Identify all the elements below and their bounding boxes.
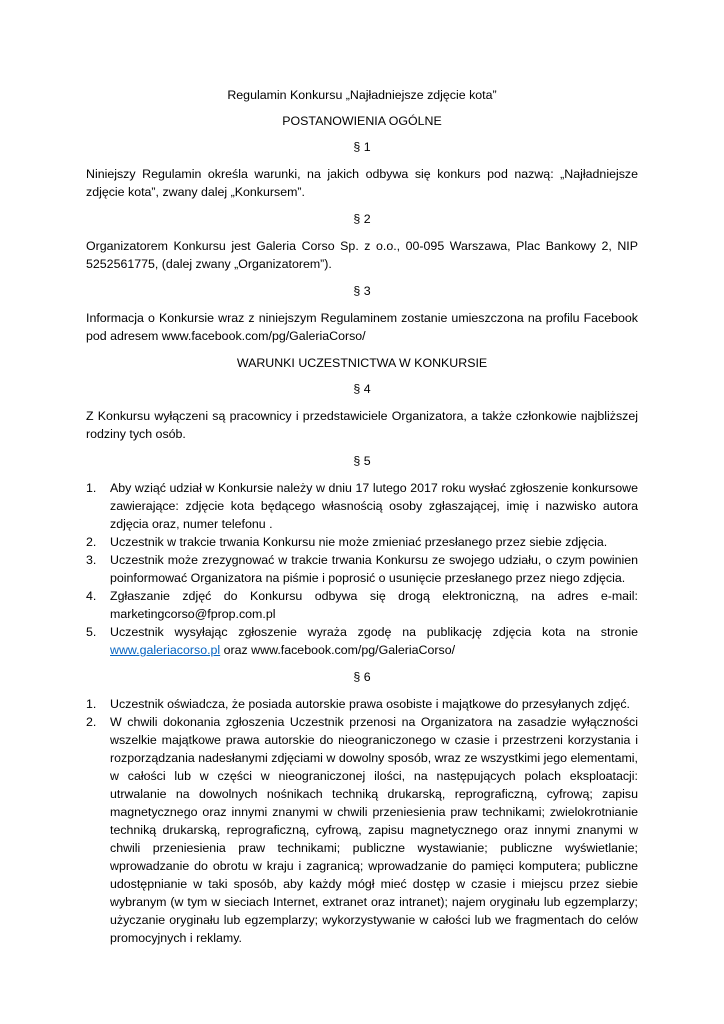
paragraph-3-text: Informacja o Konkursie wraz z niniejszym Regulaminem zostanie umieszczona na profilu Facebook pod adresem www.facebook.com/pg/GaleriaCorso/ xyxy=(86,311,638,343)
paragraph-5-list xyxy=(86,479,638,659)
section-heading-general: POSTANOWIENIA OGÓLNE xyxy=(282,114,442,128)
paragraph-4-text: Z Konkursu wyłączeni są pracownicy i przedstawiciele Organizatora, a także członkowie najbliższej rodziny tych osób. xyxy=(86,409,638,441)
list-item-number: 2. xyxy=(86,535,97,549)
list-item-text-start: Uczestnik wysyłając zgłoszenie wyraża zgodę na publikację zdjęcia kota na stronie xyxy=(110,625,638,639)
website-link[interactable]: www.galeriacorso.pl xyxy=(110,643,221,657)
list-item-number: 5. xyxy=(86,625,97,639)
paragraph-mark-3: § 3 xyxy=(353,284,371,298)
paragraph-2-text: Organizatorem Konkursu jest Galeria Corso Sp. z o.o., 00-095 Warszawa, Plac Bankowy 2, NIP 5252561775, (dalej zwany „Organizatorem”). xyxy=(86,239,638,271)
list-item-text: W chwili dokonania zgłoszenia Uczestnik przenosi na Organizatora na zasadzie wyłączności wszelkie majątkowe prawa autorskie do nieograniczonego w czasie i przestrzeni korzystania i rozporządzania nadesłanymi zdjęciami w dowolny sposób, wraz ze wszystkimi jego elementami, w całości lub w części w nieograniczonej ilości, na następujących polach eksploatacji: utrwalanie na dowolnych nośnikach techniką drukarską, reprograficzną, cyfrową; zapisu magnetycznego oraz innymi znanymi w chwili przeniesienia praw technikami; zwielokrotnianie techniką drukarską, reprograficzną, cyfrową, zapisu magnetycznego oraz innymi znanymi w chwili przeniesienia praw technikami; publiczne wystawianie; publiczne wyświetlanie; wprowadzanie do obrotu w kraju i zagranicą; wprowadzanie do pamięci komputera; publiczne udostępnianie w taki sposób, aby każdy mógł mieć dostęp w czasie i miejscu przez siebie wybranym (w tym w sieciach Internet, extranet oraz intranet); najem oryginału lub egzemplarzy; użyczanie oryginału lub egzemplarzy; wykorzystywanie w całości lub we fragmentach do celów promocyjnych i reklamy. xyxy=(110,715,638,945)
list-item-text-end: oraz www.facebook.com/pg/GaleriaCorso/ xyxy=(220,643,456,657)
list-item xyxy=(86,479,638,533)
list-item-number: 1. xyxy=(86,481,97,495)
paragraph-mark-4: § 4 xyxy=(353,382,371,396)
list-item-number: 1. xyxy=(86,697,97,711)
section-heading-participation: WARUNKI UCZESTNICTWA W KONKURSIE xyxy=(236,356,488,370)
list-item-text: Zgłaszanie zdjęć do Konkursu odbywa się drogą elektroniczną, na adres e-mail: marketingcorso@fprop.com.pl xyxy=(110,589,638,621)
paragraph-6-list xyxy=(86,695,638,947)
list-item-text: Uczestnik w trakcie trwania Konkursu nie może zmieniać przesłanego przez siebie zdjęcia. xyxy=(110,535,608,549)
list-item xyxy=(86,695,638,713)
paragraph-1-text: Niniejszy Regulamin określa warunki, na jakich odbywa się konkurs pod nazwą: „Najładniejsze zdjęcie kota”, zwany dalej „Konkursem”. xyxy=(86,167,638,199)
list-item-text: Uczestnik oświadcza, że posiada autorskie prawa osobiste i majątkowe do przesyłanych zdjęć. xyxy=(110,697,630,711)
list-item xyxy=(86,587,638,623)
paragraph-mark-1: § 1 xyxy=(353,140,371,154)
list-item xyxy=(86,533,638,551)
list-item-text: Aby wziąć udział w Konkursie należy w dniu 17 lutego 2017 roku wysłać zgłoszenie konkursowe zawierające: zdjęcie kota będącego własnością osoby zgłaszającej, imię i nazwisko autora zdjęcia oraz, numer telefonu . xyxy=(110,481,638,531)
document-title: Regulamin Konkursu „Najładniejsze zdjęcie kota” xyxy=(227,88,497,102)
paragraph-mark-6: § 6 xyxy=(353,670,371,684)
list-item xyxy=(86,713,638,947)
list-item-number: 4. xyxy=(86,589,97,603)
list-item-number: 3. xyxy=(86,553,97,567)
list-item-number: 2. xyxy=(86,715,97,729)
paragraph-mark-2: § 2 xyxy=(353,212,371,226)
list-item-text: Uczestnik może zrezygnować w trakcie trwania Konkursu ze swojego udziału, o czym powinien poinformować Organizatora na piśmie i poprosić o usunięcie przesłanego przez niego zdjęcia. xyxy=(110,553,638,585)
paragraph-mark-5: § 5 xyxy=(353,454,371,468)
list-item xyxy=(86,623,638,659)
list-item xyxy=(86,551,638,587)
